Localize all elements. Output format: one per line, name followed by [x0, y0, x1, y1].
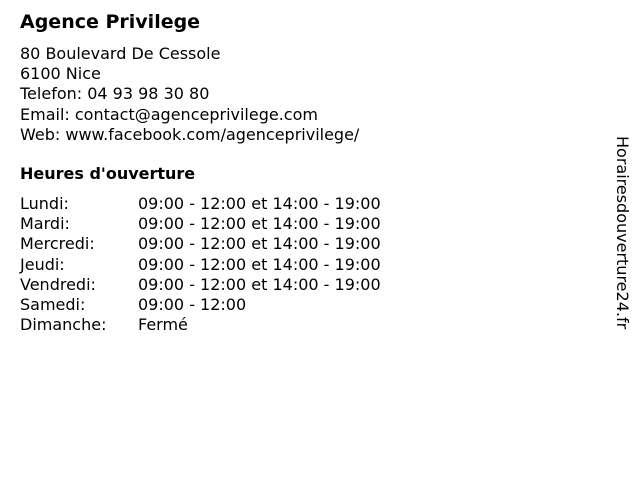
time-value: 09:00 - 12:00 et 14:00 - 19:00	[138, 234, 381, 254]
day-label: Lundi:	[20, 194, 69, 213]
hours-table	[20, 194, 381, 335]
hours-row-monday	[20, 194, 381, 214]
hours-heading: Heures d'ouverture	[20, 164, 196, 183]
address-street: 80 Boulevard De Cessole	[20, 44, 221, 63]
business-name: Agence Privilege	[20, 11, 201, 33]
day-label: Vendredi:	[20, 274, 96, 294]
hours-row-tuesday	[20, 214, 381, 234]
hours-row-friday	[20, 275, 381, 295]
address-city: 6100 Nice	[20, 64, 101, 84]
time-value: 09:00 - 12:00 et 14:00 - 19:00	[138, 274, 381, 294]
web-line: Web: www.facebook.com/agenceprivilege/	[20, 124, 360, 144]
contact-block	[20, 44, 359, 145]
day-label: Jeudi:	[20, 254, 65, 274]
hours-row-wednesday	[20, 234, 381, 254]
day-label: Samedi:	[20, 295, 86, 315]
day-label: Mercredi:	[20, 234, 95, 254]
time-value: 09:00 - 12:00 et 14:00 - 19:00	[138, 194, 381, 213]
time-value: 09:00 - 12:00 et 14:00 - 19:00	[138, 214, 381, 234]
hours-row-saturday	[20, 295, 381, 315]
hours-row-sunday	[20, 315, 381, 335]
hours-row-thursday	[20, 255, 381, 275]
day-label: Mardi:	[20, 214, 70, 234]
day-label: Dimanche:	[20, 315, 107, 335]
time-value: 09:00 - 12:00	[138, 295, 247, 315]
phone-line: Telefon: 04 93 98 30 80	[20, 84, 210, 104]
email-line: Email: contact@agenceprivilege.com	[20, 104, 318, 124]
time-value: 09:00 - 12:00 et 14:00 - 19:00	[138, 254, 381, 274]
time-value: Fermé	[138, 315, 188, 335]
site-watermark: Horairesdouverture24.fr	[613, 136, 632, 330]
